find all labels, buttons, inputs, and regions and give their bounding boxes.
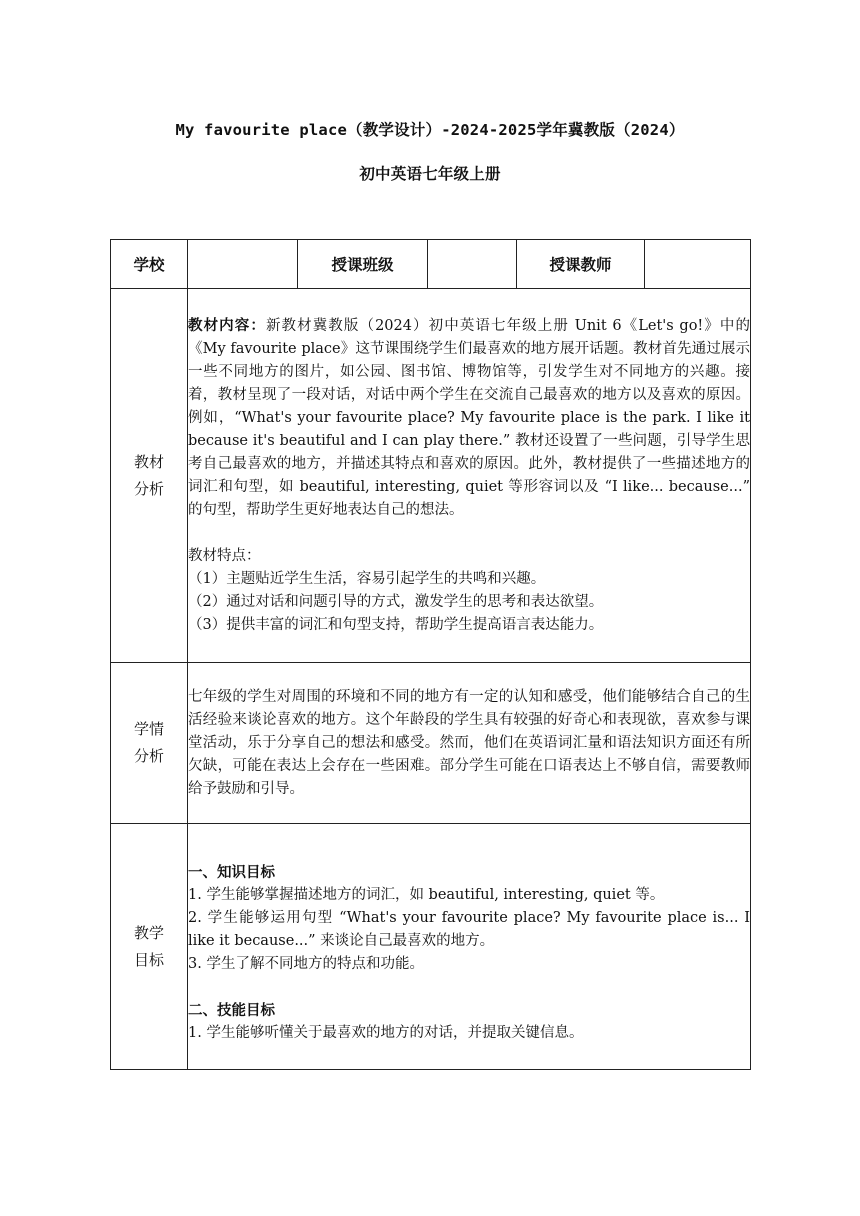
knowledge-goal-item: 1. 学生能够掌握描述地方的词汇，如 beautiful, interesting, quiet 等。 [188,886,665,903]
goals-content-cell [188,824,751,1070]
class-value-cell [428,240,517,289]
teacher-label: 授课教师 [517,240,645,289]
goals-label-line-2: 目标 [133,950,164,969]
goals-label-cell [111,824,188,1070]
learners-label-cell [111,663,188,824]
learners-label-line-1: 学情 [133,720,164,738]
analysis-label-line-2: 分析 [133,479,164,498]
knowledge-goals-title: 一、知识目标 [188,863,275,881]
learners-content-cell [188,663,751,824]
document-title-line-1: My favourite place（教学设计）-2024-2025学年冀教版（2024） [175,121,685,139]
skill-goals-title: 二、技能目标 [188,1001,275,1019]
analysis-content-cell [188,289,751,663]
school-label: 学校 [111,240,188,289]
feature-item: （1）主题贴近学生生活，容易引起学生的共鸣和兴趣。 [188,571,546,587]
content-label: 教材内容： [188,317,266,334]
analysis-label-cell [111,289,188,663]
learners-row [111,663,751,824]
analysis-label-line-1: 教材 [133,452,164,471]
teacher-value-cell [645,240,751,289]
feature-item: （3）提供丰富的词汇和句型支持，帮助学生提高语言表达能力。 [188,617,604,633]
document-title-line-2: 初中英语七年级上册 [359,165,501,183]
knowledge-goal-item: 3. 学生了解不同地方的特点和功能。 [188,955,424,972]
goals-label-line-1: 教学 [133,923,164,942]
lesson-plan-table [110,239,751,1070]
header-row [111,240,751,289]
school-value-cell [188,240,298,289]
analysis-paragraph [188,314,750,522]
learners-label-line-2: 分析 [133,747,164,765]
features-title: 教材特点： [188,548,261,564]
analysis-text: 新教材冀教版（2024）初中英语七年级上册 Unit 6《Let's go!》中的《My favourite place》这节课围绕学生们最喜欢的地方展开话题。教材首先通过展示一些不同地方的图片，如公园、图书馆、博物馆等，引发学生对不同地方的兴趣。接着，教材呈现了一段对话，对话中两个学生在交流自己最喜欢的地方以及喜欢的原因。例如，“What's your favourite place? My favourite place is the park. I like it because it's beautiful and I can play there.” 教材还设置了一些问题，引导学生思考自己最喜欢的地方，并描述其特点和喜欢的原因。此外，教材提供了一些描述地方的词汇和句型，如 beautiful, interesting, quiet 等形容词以及 “I like... because...” 的句型，帮助学生更好地表达自己的想法。 [188,318,751,518]
goals-row [111,824,751,1070]
analysis-row [111,289,751,663]
knowledge-goal-item: 2. 学生能够运用句型 “What's your favourite place? My favourite place is... I like it because...” 来谈论自己最喜欢的地方。 [188,909,750,949]
learners-paragraph: 七年级的学生对周围的环境和不同的地方有一定的认知和感受，他们能够结合自己的生活经验来谈论喜欢的地方。这个年龄段的学生具有较强的好奇心和表现欲，喜欢参与课堂活动，乐于分享自己的想法和感受。然而，他们在英语词汇量和语法知识方面还有所欠缺，可能在表达上会存在一些困难。部分学生可能在口语表达上不够自信，需要教师给予鼓励和引导。 [188,688,750,797]
class-label: 授课班级 [298,240,428,289]
feature-item: （2）通过对话和问题引导的方式，激发学生的思考和表达欲望。 [188,594,604,610]
skill-goal-item: 1. 学生能够听懂关于最喜欢的地方的对话，并提取关键信息。 [188,1024,584,1041]
